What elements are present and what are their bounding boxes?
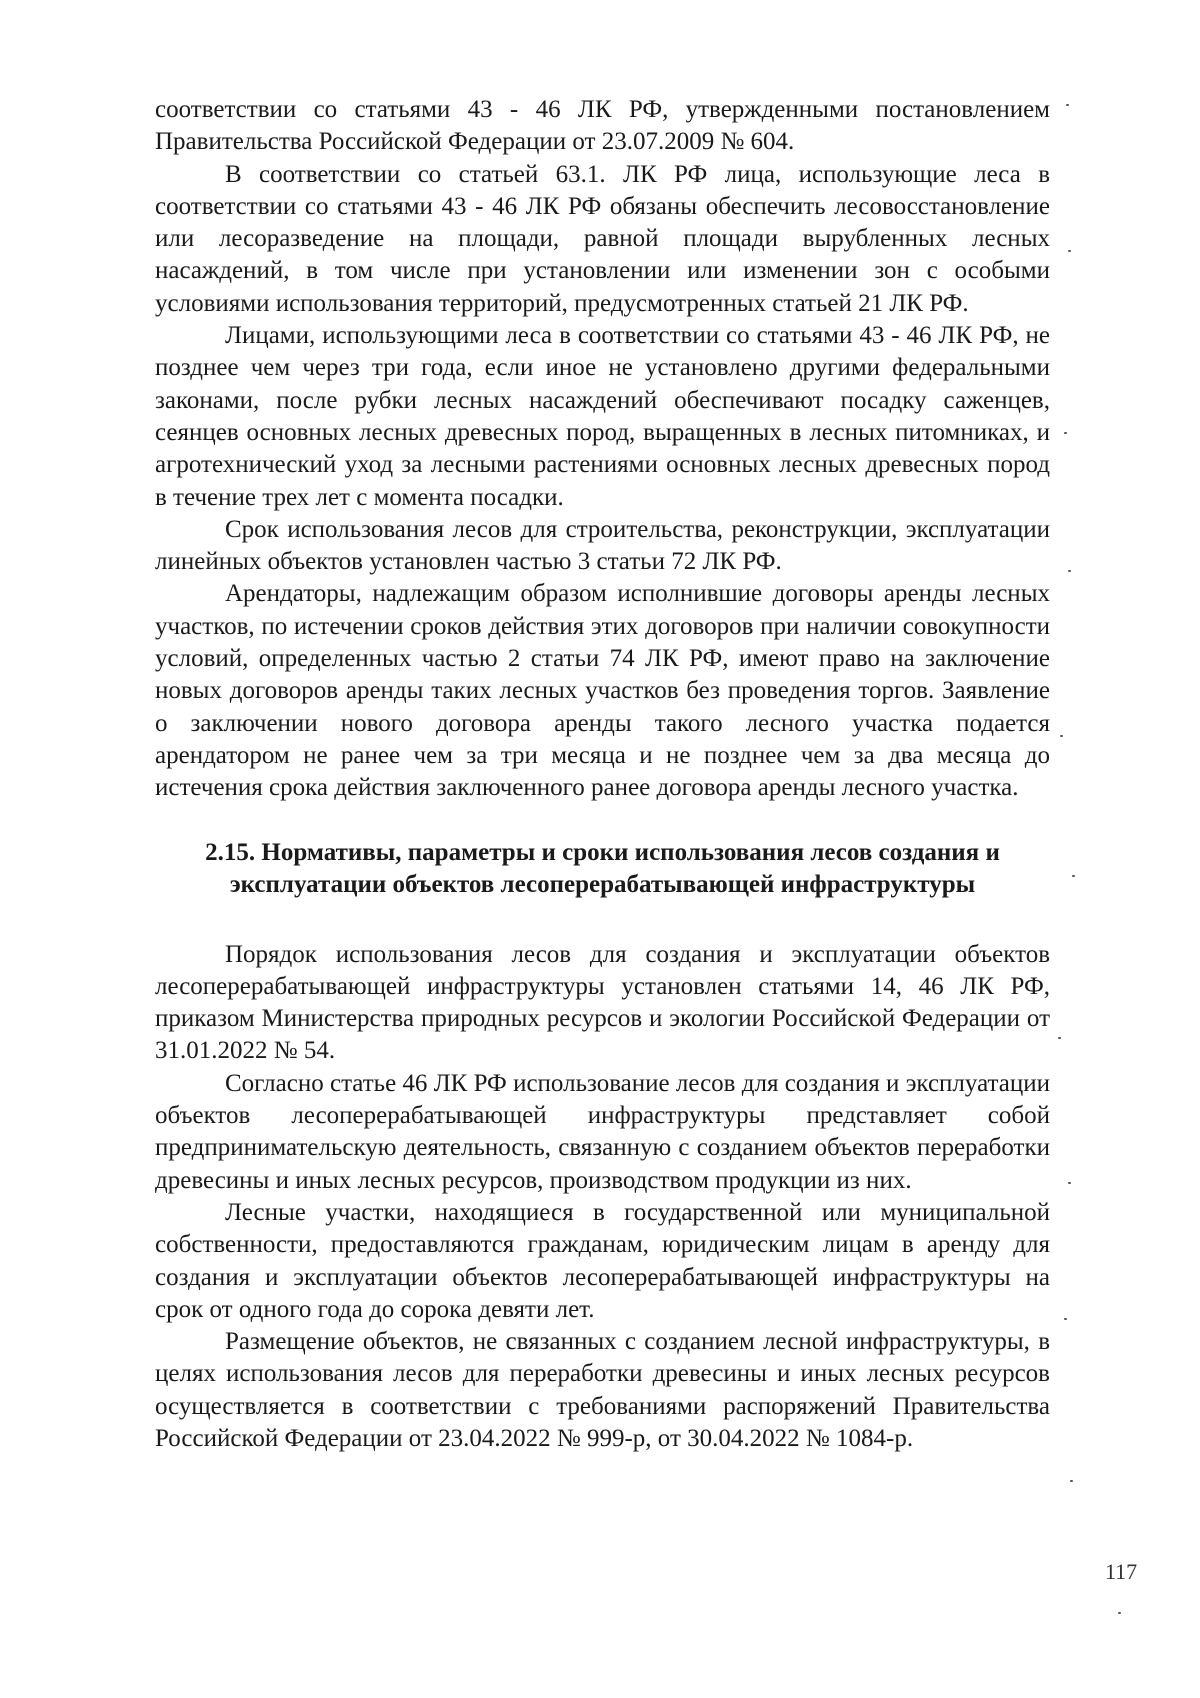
scan-speck: [1066, 104, 1069, 106]
paragraph-placement-requirements: Размещение объектов, не связанных с созданием лесной инфраструктуры, в целях использования лесов для переработки древесины и иных лесных ресурсов осуществляется в соответствии с требованиями распоряжений Правительства Российской Федерации от 23.04.2022 № 999-р, от 30.04.2022 № 1084-р.: [155, 1328, 1050, 1452]
paragraph-lease-term: Лесные участки, находящиеся в государственной или муниципальной собственности, предоставляются гражданам, юридическим лицам в аренду для создания и эксплуатации объектов лесоперерабатывающей инфраструктуры на срок от одного года до сорока девяти лет.: [155, 1198, 1050, 1323]
paragraph-linear-objects-term: Срок использования лесов для строительства, реконструкции, эксплуатации линейных объектов установлен частью 3 статьи 72 ЛК РФ.: [155, 515, 1050, 576]
scan-speck: [1068, 250, 1071, 252]
paragraph-article-46: Согласно статье 46 ЛК РФ использование лесов для создания и эксплуатации объектов лесоперерабатывающей инфраструктуры представляет собой предпринимательскую деятельность, связанную с созданием объектов переработки древесины и иных лесных ресурсов, производством продукции из них.: [155, 1069, 1050, 1194]
scan-speck: [1064, 1318, 1067, 1320]
paragraph-planting-terms: Лицами, использующими леса в соответствии со статьями 43 - 46 ЛК РФ, не позднее чем через три года, если иное не установлено другими федеральными законами, после рубки лесных насаждений обеспечивают посадку саженцев, сеянцев основных лесных древесных пород, выращенных в лесных питомниках, и агротехнический уход за лесными растениями основных лесных древесных пород в течение трех лет с момента посадки.: [155, 322, 1050, 511]
scan-speck: [1064, 432, 1067, 434]
scan-speck: [1118, 1612, 1121, 1614]
section-heading: 2.15. Нормативы, параметры и сроки использования лесов создания и эксплуатации объектов лесоперерабатывающей инфраструктуры: [205, 838, 1000, 898]
scan-speck: [1070, 1480, 1073, 1482]
paragraph-usage-procedure: Порядок использования лесов для создания и эксплуатации объектов лесоперерабатывающей инфраструктуры установлен статьями 14, 46 ЛК РФ, приказом Министерства природных ресурсов и экологии Российской Федерации от 31.01.2022 № 54.: [155, 940, 1050, 1065]
paragraph-continuation: соответствии со статьями 43 - 46 ЛК РФ, утвержденными постановлением Правительства Российской Федерации от 23.07.2009 № 604.: [155, 96, 1050, 156]
scan-speck: [1068, 1182, 1071, 1184]
scan-speck: [1058, 1037, 1061, 1039]
scan-speck: [1068, 570, 1071, 572]
scan-speck: [1072, 875, 1075, 877]
page-number: 117: [1105, 1559, 1138, 1584]
paragraph-lease-renewal: Арендаторы, надлежащим образом исполнившие договоры аренды лесных участков, по истечении сроков действия этих договоров при наличии совокупности условий, определенных частью 2 статьи 74 ЛК РФ, имеют право на заключение новых договоров аренды таких лесных участков без проведения торгов. Заявление о заключении нового договора аренды такого лесного участка подается арендатором не ранее чем за три месяца и не позднее чем за два месяца до истечения срока действия заключенного ранее договора аренды лесного участка.: [155, 580, 1050, 802]
scan-speck: [1060, 735, 1063, 737]
paragraph-reforestation-obligation: В соответствии со статьей 63.1. ЛК РФ лица, использующие леса в соответствии со статьями 43 - 46 ЛК РФ обязаны обеспечить лесовосстановление или лесоразведение на площади, равной площади вырубленных лесных насаждений, в том числе при установлении или изменении зон с особыми условиями использования территорий, предусмотренных статьей 21 ЛК РФ.: [155, 160, 1050, 317]
